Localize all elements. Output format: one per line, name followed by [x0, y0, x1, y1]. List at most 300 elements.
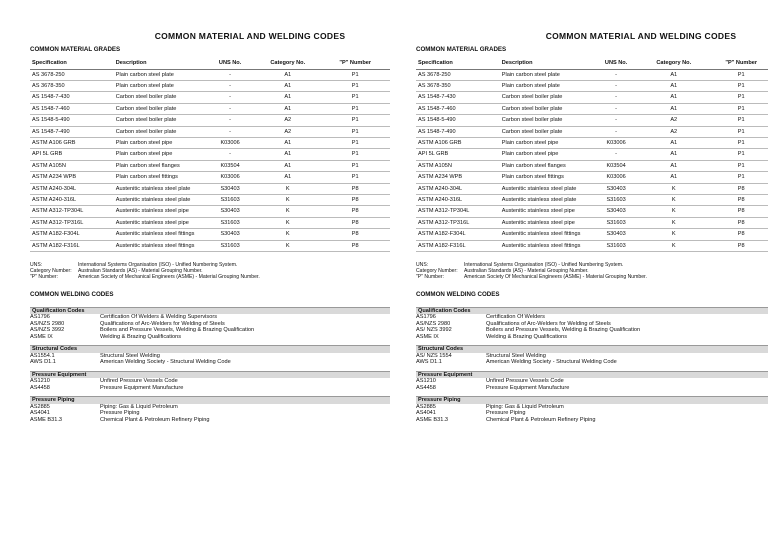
code-number: AS/ NZS 1554 — [416, 352, 452, 359]
cell-p-number: P1 — [706, 126, 768, 137]
cell-category-no: A1 — [641, 69, 706, 80]
cell-description: Austenitic stainless steel pipe — [114, 217, 205, 228]
cell-uns-no: - — [591, 126, 641, 137]
cell-uns-no: - — [591, 149, 641, 160]
cell-p-number: P8 — [320, 217, 390, 228]
cell-uns-no: - — [205, 126, 255, 137]
cell-category-no: A1 — [255, 92, 320, 103]
cell-category-no: A1 — [641, 137, 706, 148]
cell-category-no: K — [255, 206, 320, 217]
cell-uns-no: - — [205, 115, 255, 126]
code-number: AS2885 — [416, 403, 436, 410]
table-row — [416, 229, 768, 240]
code-number: AS4458 — [416, 384, 436, 391]
cell-category-no: A1 — [255, 69, 320, 80]
cell-specification: ASTM A182-F316L — [416, 240, 500, 251]
list-item — [30, 334, 390, 341]
code-number: AWS D1.1 — [416, 359, 442, 366]
code-number: AS/NZS 2980 — [30, 320, 65, 327]
welding-group-heading: Qualification Codes — [30, 307, 390, 315]
cell-specification: API 5L GRB — [416, 149, 500, 160]
right-page — [416, 0, 768, 423]
cell-p-number: P8 — [706, 229, 768, 240]
cell-specification: AS 1548-7-430 — [30, 92, 114, 103]
code-description: Boilers and Pressure Vessels, Welding & Brazing Qualification — [486, 327, 641, 334]
cell-specification: ASTM A182-F304L — [30, 229, 114, 240]
table-row — [30, 160, 390, 171]
cell-specification: AS 3678-350 — [416, 80, 500, 91]
welding-group-heading: Pressure Equipment — [416, 371, 768, 379]
cell-uns-no: S31603 — [591, 194, 641, 205]
code-description: Pressure Equipment Manufacture — [486, 384, 570, 391]
cell-description: Austenitic stainless steel fittings — [114, 229, 205, 240]
material-grades-table — [416, 60, 768, 252]
cell-p-number: P8 — [706, 240, 768, 251]
code-number: ASME B31.3 — [416, 416, 449, 423]
cell-specification: ASTM A106 GRB — [416, 137, 500, 148]
welding-code-group — [416, 345, 768, 366]
table-row — [30, 172, 390, 183]
cell-p-number: P1 — [320, 172, 390, 183]
cell-uns-no: - — [205, 103, 255, 114]
welding-code-group — [416, 396, 768, 423]
cell-specification: ASTM A312-TP304L — [30, 206, 114, 217]
cell-uns-no: - — [591, 115, 641, 126]
table-row — [416, 206, 768, 217]
code-number: AS1210 — [30, 378, 50, 385]
header-specification: Specification — [30, 60, 114, 69]
code-description: Welding & Brazing Qualifications — [486, 333, 568, 340]
cell-description: Plain carbon steel fittings — [114, 172, 205, 183]
cell-p-number: P8 — [706, 217, 768, 228]
cell-uns-no: S30403 — [205, 183, 255, 194]
table-row — [416, 80, 768, 91]
table-row — [30, 194, 390, 205]
code-number: AS4458 — [30, 384, 50, 391]
cell-p-number: P1 — [706, 92, 768, 103]
code-description: Piping: Gas & Liquid Petroleum — [100, 403, 178, 410]
cell-uns-no: S30403 — [591, 206, 641, 217]
header-category-no: Category No. — [255, 60, 320, 69]
code-number: AWS D1.1 — [30, 359, 56, 366]
note-item — [416, 274, 768, 280]
cell-uns-no: S31603 — [205, 194, 255, 205]
cell-category-no: A1 — [255, 137, 320, 148]
cell-category-no: A1 — [641, 160, 706, 171]
welding-group-heading: Pressure Equipment — [30, 371, 390, 379]
code-description: Structural Steel Welding — [100, 352, 160, 359]
welding-code-group — [30, 396, 390, 423]
cell-uns-no: S31603 — [205, 240, 255, 251]
welding-codes-heading: COMMON WELDING CODES — [30, 290, 114, 298]
note-item — [30, 274, 390, 280]
cell-uns-no: - — [205, 92, 255, 103]
cell-description: Austenitic stainless steel pipe — [114, 206, 205, 217]
table-row — [416, 103, 768, 114]
cell-uns-no: - — [205, 149, 255, 160]
code-number: AS4041 — [30, 410, 50, 417]
table-row — [30, 206, 390, 217]
cell-p-number: P1 — [706, 149, 768, 160]
grades-notes — [416, 262, 768, 281]
cell-description: Plain carbon steel pipe — [114, 149, 205, 160]
cell-uns-no: S31603 — [591, 217, 641, 228]
welding-group-heading: Pressure Piping — [416, 396, 768, 404]
cell-description: Plain carbon steel plate — [500, 80, 591, 91]
cell-category-no: K — [255, 229, 320, 240]
table-row — [30, 126, 390, 137]
code-description: Qualifications of Arc-Welders for Welding of Steels — [486, 320, 611, 327]
code-number: AS4041 — [416, 410, 436, 417]
note-definition: International Systems Organisation (ISO) - Unified Numbering System. — [464, 262, 624, 268]
cell-specification: ASTM A234 WPB — [416, 172, 500, 183]
cell-category-no: A1 — [641, 149, 706, 160]
cell-description: Austenitic stainless steel plate — [114, 183, 205, 194]
cell-specification: AS 1548-5-490 — [416, 115, 500, 126]
code-number: AS2885 — [30, 403, 50, 410]
note-definition: American Society Of Mechanical Engineers (ASME) - Material Grouping Number. — [464, 274, 647, 281]
header-p-number: "P" Number — [320, 60, 390, 69]
cell-description: Austenitic stainless steel plate — [500, 194, 591, 205]
table-row — [30, 137, 390, 148]
header-description: Description — [114, 60, 205, 69]
cell-description: Carbon steel boiler plate — [500, 115, 591, 126]
material-grades-heading: COMMON MATERIAL GRADES — [416, 46, 507, 53]
table-row — [416, 69, 768, 80]
cell-uns-no: - — [591, 69, 641, 80]
cell-description: Austenitic stainless steel pipe — [500, 217, 591, 228]
cell-specification: API 5L GRB — [30, 149, 114, 160]
cell-description: Austenitic stainless steel pipe — [500, 206, 591, 217]
cell-uns-no: K03504 — [591, 160, 641, 171]
cell-specification: AS 1548-7-460 — [30, 103, 114, 114]
cell-specification: ASTM A182-F304L — [416, 229, 500, 240]
code-description: Chemical Plant & Petroleum Refinery Piping — [100, 416, 210, 423]
header-uns-no: UNS No. — [591, 60, 641, 69]
table-row — [30, 92, 390, 103]
cell-category-no: K — [641, 229, 706, 240]
cell-category-no: A1 — [641, 103, 706, 114]
cell-uns-no: S31603 — [205, 217, 255, 228]
table-row — [416, 149, 768, 160]
cell-specification: ASTM A240-316L — [416, 194, 500, 205]
welding-code-group — [30, 371, 390, 392]
cell-p-number: P8 — [320, 194, 390, 205]
table-row — [30, 240, 390, 251]
table-row — [30, 229, 390, 240]
cell-p-number: P1 — [320, 149, 390, 160]
welding-group-heading: Structural Codes — [416, 345, 768, 353]
code-description: Boilers and Pressure Vessels, Welding & Brazing Qualification — [100, 327, 255, 334]
table-row — [30, 115, 390, 126]
cell-p-number: P1 — [320, 160, 390, 171]
document-title: COMMON MATERIAL AND WELDING CODES — [545, 31, 737, 41]
cell-category-no: A2 — [255, 126, 320, 137]
cell-p-number: P1 — [706, 172, 768, 183]
table-row — [416, 172, 768, 183]
code-number: AS1796 — [416, 314, 436, 321]
table-header-row — [416, 60, 768, 69]
cell-description: Carbon steel boiler plate — [500, 126, 591, 137]
code-description: American Welding Society - Structural Welding Code — [100, 359, 231, 366]
cell-uns-no: S30403 — [591, 229, 641, 240]
cell-p-number: P1 — [320, 69, 390, 80]
cell-description: Carbon steel boiler plate — [500, 92, 591, 103]
code-description: Pressure Piping — [486, 410, 526, 417]
cell-category-no: A1 — [255, 172, 320, 183]
list-item — [416, 359, 768, 366]
cell-uns-no: S30403 — [205, 206, 255, 217]
table-row — [30, 149, 390, 160]
note-definition: Australian Standards (AS) - Material Grouping Number. — [464, 268, 589, 275]
welding-code-group — [416, 371, 768, 392]
cell-category-no: A1 — [255, 160, 320, 171]
cell-uns-no: K03006 — [591, 137, 641, 148]
code-number: AS/NZS 2980 — [416, 320, 451, 327]
cell-specification: AS 3678-350 — [30, 80, 114, 91]
cell-specification: ASTM A312-TP316L — [416, 217, 500, 228]
cell-p-number: P8 — [320, 240, 390, 251]
cell-description: Austenitic stainless steel fittings — [500, 229, 591, 240]
cell-p-number: P1 — [320, 103, 390, 114]
code-number: ASME B31.3 — [30, 416, 63, 423]
cell-p-number: P8 — [706, 194, 768, 205]
cell-p-number: P1 — [706, 80, 768, 91]
cell-specification: ASTM A105N — [30, 160, 114, 171]
cell-specification: AS 1548-7-430 — [416, 92, 500, 103]
cell-category-no: A1 — [641, 80, 706, 91]
cell-category-no: A1 — [255, 103, 320, 114]
code-description: Structural Steel Welding — [486, 352, 546, 359]
table-row — [416, 92, 768, 103]
welding-code-group — [30, 345, 390, 366]
cell-specification: ASTM A312-TP304L — [416, 206, 500, 217]
note-term: Category Number: — [416, 268, 458, 275]
cell-p-number: P1 — [320, 126, 390, 137]
table-row — [416, 115, 768, 126]
cell-specification: ASTM A240-304L — [30, 183, 114, 194]
table-row — [416, 137, 768, 148]
table-row — [30, 183, 390, 194]
code-description: Unfired Pressure Vessels Code — [486, 378, 564, 385]
code-description: Qualifications of Arc-Welders for Welding of Steels — [100, 320, 225, 327]
cell-p-number: P1 — [320, 137, 390, 148]
cell-p-number: P8 — [706, 206, 768, 217]
list-item — [30, 385, 390, 392]
material-grades-table — [30, 60, 390, 252]
code-number: ASME IX — [416, 333, 439, 340]
table-row — [30, 69, 390, 80]
cell-uns-no: S30403 — [205, 229, 255, 240]
code-description: Pressure Equipment Manufacture — [100, 384, 184, 391]
table-row — [416, 160, 768, 171]
note-term: UNS: — [30, 262, 43, 268]
cell-description: Plain carbon steel plate — [114, 69, 205, 80]
code-description: Certification Of Welders & Welding Supervisors — [100, 314, 217, 321]
code-description: Pressure Piping — [100, 410, 140, 417]
table-row — [416, 240, 768, 251]
table-row — [416, 126, 768, 137]
cell-uns-no: K03006 — [205, 137, 255, 148]
cell-specification: AS 1548-7-490 — [416, 126, 500, 137]
cell-category-no: K — [255, 194, 320, 205]
cell-description: Plain carbon steel pipe — [114, 137, 205, 148]
cell-description: Plain carbon steel plate — [114, 80, 205, 91]
welding-group-heading: Qualification Codes — [416, 307, 768, 315]
list-item — [30, 417, 390, 424]
cell-specification: AS 1548-7-490 — [30, 126, 114, 137]
cell-specification: AS 3678-250 — [30, 69, 114, 80]
cell-uns-no: S31603 — [591, 240, 641, 251]
note-definition: American Society of Mechanical Engineers (ASME) - Material Grouping Number. — [78, 274, 260, 281]
cell-description: Plain carbon steel flanges — [114, 160, 205, 171]
header-category-no: Category No. — [641, 60, 706, 69]
cell-p-number: P1 — [706, 137, 768, 148]
cell-p-number: P8 — [320, 183, 390, 194]
cell-uns-no: - — [205, 69, 255, 80]
cell-p-number: P1 — [706, 103, 768, 114]
code-number: AS1210 — [416, 378, 436, 385]
list-item — [30, 359, 390, 366]
cell-uns-no: K03006 — [205, 172, 255, 183]
cell-uns-no: - — [205, 80, 255, 91]
cell-uns-no: S30403 — [591, 183, 641, 194]
cell-specification: ASTM A312-TP316L — [30, 217, 114, 228]
cell-p-number: P1 — [320, 115, 390, 126]
cell-category-no: A1 — [641, 172, 706, 183]
cell-description: Carbon steel boiler plate — [114, 115, 205, 126]
cell-description: Austenitic stainless steel plate — [500, 183, 591, 194]
header-uns-no: UNS No. — [205, 60, 255, 69]
note-definition: Australian Standards (AS) - Material Grouping Number. — [78, 268, 203, 275]
document-title: COMMON MATERIAL AND WELDING CODES — [154, 31, 346, 41]
cell-category-no: A1 — [255, 149, 320, 160]
cell-description: Plain carbon steel flanges — [500, 160, 591, 171]
list-item — [416, 385, 768, 392]
code-description: American Welding Society - Structural Welding Code — [486, 359, 617, 366]
material-grades-heading: COMMON MATERIAL GRADES — [30, 46, 121, 53]
cell-description: Carbon steel boiler plate — [500, 103, 591, 114]
cell-description: Plain carbon steel pipe — [500, 137, 591, 148]
cell-p-number: P1 — [706, 160, 768, 171]
welding-code-group — [30, 307, 390, 341]
cell-category-no: K — [641, 240, 706, 251]
cell-category-no: A2 — [641, 126, 706, 137]
cell-category-no: K — [641, 183, 706, 194]
cell-p-number: P8 — [320, 229, 390, 240]
cell-uns-no: - — [591, 103, 641, 114]
welding-group-heading: Pressure Piping — [30, 396, 390, 404]
cell-category-no: A1 — [255, 80, 320, 91]
code-number: AS/ NZS 3992 — [416, 327, 452, 334]
code-description: Unfired Pressure Vessels Code — [100, 378, 178, 385]
cell-specification: AS 1548-5-490 — [30, 115, 114, 126]
code-number: ASME IX — [30, 333, 53, 340]
cell-description: Plain carbon steel plate — [500, 69, 591, 80]
cell-category-no: A1 — [641, 92, 706, 103]
cell-p-number: P1 — [320, 80, 390, 91]
welding-code-group — [416, 307, 768, 341]
code-number: AS1554.1 — [30, 352, 55, 359]
cell-category-no: K — [641, 194, 706, 205]
note-term: "P" Number: — [30, 274, 58, 281]
table-row — [416, 217, 768, 228]
cell-category-no: K — [255, 217, 320, 228]
cell-specification: AS 1548-7-460 — [416, 103, 500, 114]
code-description: Welding & Brazing Qualifications — [100, 333, 182, 340]
table-row — [30, 80, 390, 91]
cell-p-number: P1 — [706, 115, 768, 126]
header-p-number: "P" Number — [706, 60, 768, 69]
table-header-row — [30, 60, 390, 69]
cell-description: Carbon steel boiler plate — [114, 92, 205, 103]
cell-p-number: P8 — [320, 206, 390, 217]
cell-p-number: P1 — [706, 69, 768, 80]
welding-group-heading: Structural Codes — [30, 345, 390, 353]
cell-uns-no: K03006 — [591, 172, 641, 183]
welding-codes-heading: COMMON WELDING CODES — [416, 290, 500, 298]
cell-description: Austenitic stainless steel plate — [114, 194, 205, 205]
code-description: Certification Of Welders — [486, 314, 545, 321]
cell-specification: ASTM A240-316L — [30, 194, 114, 205]
cell-specification: AS 3678-250 — [416, 69, 500, 80]
note-term: Category Number: — [30, 268, 72, 275]
cell-p-number: P8 — [706, 183, 768, 194]
header-specification: Specification — [416, 60, 500, 69]
list-item — [416, 334, 768, 341]
note-definition: International Systems Organisation (ISO) - Unified Numbering System. — [78, 262, 238, 268]
code-description: Chemical Plant & Petroleum Refinery Piping — [486, 416, 596, 423]
cell-description: Carbon steel boiler plate — [114, 103, 205, 114]
cell-specification: ASTM A182-F316L — [30, 240, 114, 251]
grades-notes — [30, 262, 390, 281]
note-term: UNS: — [416, 262, 429, 268]
table-row — [416, 183, 768, 194]
cell-category-no: K — [641, 206, 706, 217]
cell-description: Plain carbon steel fittings — [500, 172, 591, 183]
table-row — [30, 217, 390, 228]
note-term: "P" Number: — [416, 274, 444, 281]
cell-specification: ASTM A234 WPB — [30, 172, 114, 183]
cell-category-no: A2 — [255, 115, 320, 126]
cell-category-no: K — [641, 217, 706, 228]
cell-uns-no: K03504 — [205, 160, 255, 171]
cell-specification: ASTM A240-304L — [416, 183, 500, 194]
cell-specification: ASTM A106 GRB — [30, 137, 114, 148]
cell-uns-no: - — [591, 92, 641, 103]
welding-codes-list — [416, 307, 768, 424]
cell-specification: ASTM A105N — [416, 160, 500, 171]
left-page — [30, 0, 390, 423]
list-item — [416, 417, 768, 424]
cell-category-no: A2 — [641, 115, 706, 126]
cell-description: Austenitic stainless steel fittings — [500, 240, 591, 251]
table-row — [30, 103, 390, 114]
code-number: AS/NZS 3992 — [30, 327, 65, 334]
cell-category-no: K — [255, 183, 320, 194]
header-description: Description — [500, 60, 591, 69]
code-number: AS1796 — [30, 314, 50, 321]
cell-uns-no: - — [591, 80, 641, 91]
cell-description: Plain carbon steel pipe — [500, 149, 591, 160]
table-row — [416, 194, 768, 205]
cell-description: Austenitic stainless steel fittings — [114, 240, 205, 251]
cell-category-no: K — [255, 240, 320, 251]
welding-codes-list — [30, 307, 390, 424]
cell-description: Carbon steel boiler plate — [114, 126, 205, 137]
code-description: Piping: Gas & Liquid Petroleum — [486, 403, 564, 410]
cell-p-number: P1 — [320, 92, 390, 103]
